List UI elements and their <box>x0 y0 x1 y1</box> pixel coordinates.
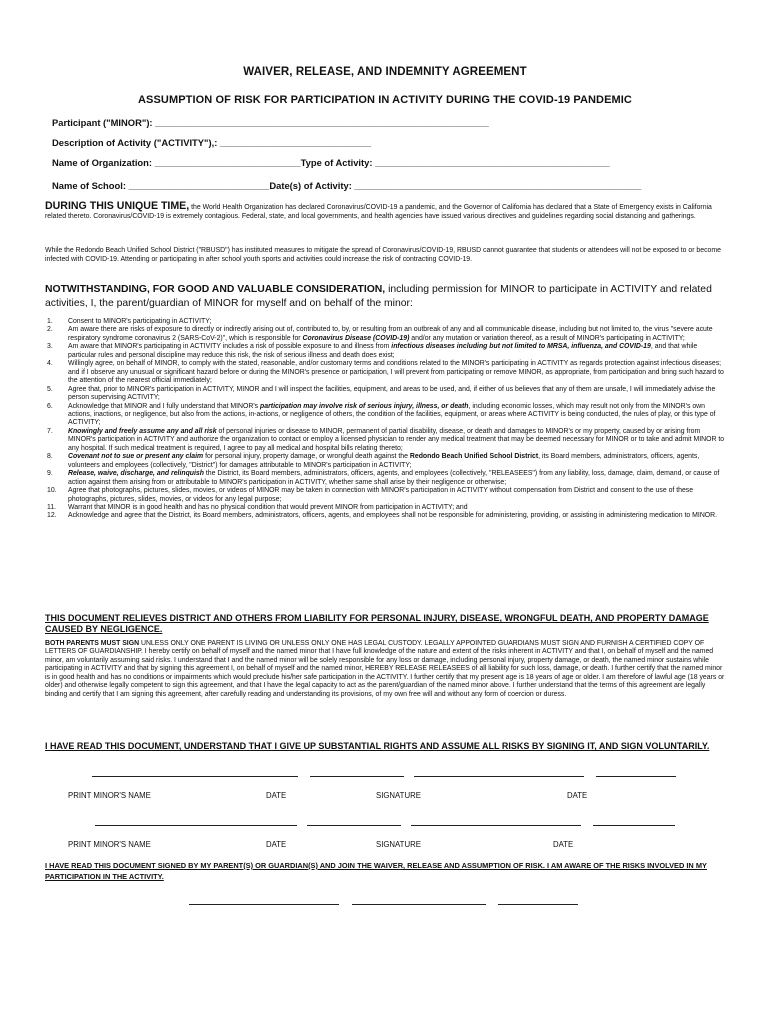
document-subtitle: ASSUMPTION OF RISK FOR PARTICIPATION IN ACTIVITY DURING THE COVID-19 PANDEMIC <box>138 94 632 106</box>
list-item <box>45 512 725 520</box>
item-emphasis: participation may involve risk of serious injury, illness, or death <box>260 402 469 410</box>
item-emphasis: Covenant not to sue or present any claim <box>68 453 204 461</box>
date-line-2[interactable] <box>596 776 676 777</box>
item-number: 12. <box>47 512 57 520</box>
signature-label: SIGNATURE <box>376 840 421 849</box>
date-line-5[interactable] <box>498 904 578 905</box>
list-item <box>45 360 725 385</box>
item-number: 1. <box>47 318 53 325</box>
list-item <box>45 318 725 326</box>
item-emphasis: Coronavirus Disease (COVID-19) <box>302 334 410 342</box>
date-line-4[interactable] <box>593 825 675 826</box>
item-number: 10. <box>47 487 57 495</box>
item-text: of personal injuries or disease to MINOR, permanent of partial disability, disease, or death and damages to MINOR's or my property, caused by or arising from MINOR's participation in ACTIVITY and authorize the organization to contact or employ a licensed physician to render any medical treatment that may be deemed necessary for MINOR or to take and admit MINOR to any hospital. If such medical treatment is required, I agree to pay all medical and hospital bills relating thereto; <box>68 427 725 452</box>
item-number: 4. <box>47 360 53 368</box>
list-item <box>45 403 725 428</box>
item-text: Agree that, prior to MINOR's participation in ACTIVITY, MINOR and I will inspect the facilities, equipment, and areas to be used, and, if either of us believes that any of them are unsafe, I will immediately advise the person supervising ACTIVITY; <box>68 385 716 402</box>
list-item <box>45 504 725 512</box>
document-title: WAIVER, RELEASE, AND INDEMNITY AGREEMENT <box>243 66 527 78</box>
item-text: Willingly agree, on behalf of MINOR, to comply with the stated, reasonable, and/or customary terms and conditions related to the MINOR's participating in ACTIVITY as regards protection against infectious diseases; and if I observe any unusual or significant hazard before or during the MINOR's presence or participation, I will prevent from participating or remove MINOR, as appropriate, from participation and bring such hazard to the attention of the nearest official immediately; <box>68 360 724 385</box>
date-line-3[interactable] <box>307 825 401 826</box>
item-number: 5. <box>47 385 53 393</box>
item-text: the District, its Board members, administrators, officers, agents, and employees (collectively, "RELEASEES") from any liability, loss, damage, claim, demand, or cause of action against them arising from or attributable to MINOR's participation in ACTIVITY, whether same shall arise by their negligence or otherwise; <box>68 470 720 486</box>
have-read-notice: I HAVE READ THIS DOCUMENT, UNDERSTAND THAT I GIVE UP SUBSTANTIAL RIGHTS AND ASSUME ALL RISKS BY SIGNING IT, AND SIGN VOLUNTARILY. <box>45 741 710 751</box>
list-item <box>45 343 725 360</box>
signature-line-2[interactable] <box>411 825 581 826</box>
date-label: DATE <box>553 840 574 849</box>
item-emphasis: infectious diseases including but not limited to MRSA, influenza, and COVID-19 <box>391 343 651 351</box>
parents-paragraph <box>45 640 725 699</box>
list-item <box>45 453 725 470</box>
final-acknowledgement: I HAVE READ THIS DOCUMENT SIGNED BY MY PARENT(S) OR GUARDIAN(S) AND JOIN THE WAIVER, RELEASE AND ASSUMPTION OF RISK. I AM AWARE OF THE RISKS INVOLVED IN MY PARTICIPATION IN THE ACTIVITY. <box>45 861 707 881</box>
signature-line-1[interactable] <box>414 776 584 777</box>
minor-name-line-3[interactable] <box>189 904 339 905</box>
item-number: 3. <box>47 343 53 351</box>
item-text: Am aware that MINOR's participating in ACTIVITY includes a risk of possible exposure to and illness from <box>68 343 392 351</box>
consideration-paragraph <box>45 283 725 310</box>
print-minor-name-line-1[interactable] <box>92 776 298 777</box>
item-text: and/or any mutation or variation thereof, as a result of MINOR's participating in ACTIVITY; <box>409 334 685 342</box>
unique-time-text: the World Health Organization has declared Coronavirus/COVID-19 a pandemic, and the Governor of California has declared that a State of Emergency exists in California related thereto. Coronavirus/COVID-19 is extremely contagious. Federal, state, and local governments, and health agencies have issued various directives and guidelines regarding social distancing and gatherings. <box>45 204 712 220</box>
item-number: 6. <box>47 402 53 410</box>
minor-signature-line[interactable] <box>352 904 486 905</box>
organization-field[interactable]: Name of Organization: ____________________________Type of Activity: _____________________________________________ <box>52 157 610 168</box>
print-minor-name-label: PRINT MINOR'S NAME <box>68 791 151 800</box>
item-text: for personal injury, property damage, or wrongful death against the <box>203 453 410 461</box>
item-text: Agree that photographs, pictures, slides, movies, or videos of MINOR may be taken in connection with MINOR's participation in ACTIVITY without compensation from District and consent to the use of these photographs, pictures, slides, movies, or videos for any legal purpose; <box>68 487 694 503</box>
signature-label: SIGNATURE <box>376 791 421 800</box>
parents-lead: BOTH PARENTS MUST SIGN <box>45 640 140 647</box>
item-text: , including economic losses, which may result not only from the MINOR's own actions, inactions, or negligence, but also from the actions, in-actions, or negligence of others, the condition of the facilities, equipment, or areas where ACTIVITY is being conducted, the rules of play, or this type of ACTIVITY; <box>68 402 716 427</box>
item-number: 9. <box>47 470 53 478</box>
item-emphasis: Knowingly and freely assume any and all risk <box>68 427 217 435</box>
school-field[interactable]: Name of School: ___________________________Date(s) of Activity: _______________________________________________________ <box>52 180 642 191</box>
item-text: Acknowledge and agree that the District, its Board members, administrators, officers, agents, and employees shall not be responsible for administering, providing, or assisting in administering medication to MINOR. <box>68 512 718 520</box>
date-label: DATE <box>567 791 588 800</box>
list-item <box>45 487 725 504</box>
relieves-notice: THIS DOCUMENT RELIEVES DISTRICT AND OTHERS FROM LIABILITY FOR PERSONAL INJURY, DISEASE, WRONGFUL DEATH, AND PROPERTY DAMAGE CAUSED BY NEGLIGENCE. <box>45 613 709 634</box>
date-label: DATE <box>266 791 287 800</box>
item-text: Consent to MINOR's participating in ACTIVITY; <box>68 318 212 325</box>
list-item <box>45 428 725 453</box>
unique-time-lead: DURING THIS UNIQUE TIME, <box>45 200 190 212</box>
consideration-text: including permission for MINOR to participate in ACTIVITY and related activities, I, the parent/guardian of MINOR for myself and on behalf of the minor: <box>45 284 712 309</box>
item-number: 2. <box>47 326 53 334</box>
item-district-name: Redondo Beach Unified School District <box>409 453 539 461</box>
consideration-lead: NOTWITHSTANDING, FOR GOOD AND VALUABLE CONSIDERATION, <box>45 284 386 295</box>
item-text: , and that while particular rules and personal discipline may reduce this risk, the risk of serious illness and death does exist; <box>68 343 698 359</box>
item-text: Am aware there are risks of exposure to directly or indirectly arising out of, contributed to, by, or resulting from an outbreak of any and all communicable disease, including but not limited to, the virus "severe acute respiratory syndrome coronavirus 2 (SARS-CoV-2)", which is responsible for <box>68 326 713 342</box>
date-label: DATE <box>266 840 287 849</box>
agreement-items-list <box>45 318 725 521</box>
print-minor-name-label: PRINT MINOR'S NAME <box>68 840 151 849</box>
parents-text: UNLESS ONLY ONE PARENT IS LIVING OR UNLESS ONLY ONE HAS LEGAL CUSTODY. LEGALLY APPOINTED GUARDIANS MUST SIGN AND FURNISH A CERTIFIED COPY OF LETTERS OF GUARDIANSHIP. I hereby certify on behalf of myself and the named minor that I have full knowledge of the nature and extent of the risks inherent in ACTIVITY and that I, on behalf of myself and the named minor, am voluntarily assuming said risks. I understand that I and the named minor will be solely responsible for any loss or damage, including personal injury, property damage, or death, the named minor sustains while participating in ACTIVITY and that by signing this agreement I, on behalf of myself and the named minor, HEREBY RELEASE RELEASEES of all liability for such loss, damage, or death. I further certify that the named minor is in good health and has no conditions or impairments which would preclude his/her safe participation in the ACTIVITY. I further certify that my present age is 18 years of age or older. I am therefore of lawful age (18 years or older) and otherwise legally competent to sign this agreement, and that I have the legal capacity to act as the parent/guardian of the named minor above. I further understand that the terms of this agreement are legally binding and certify that I am signing this agreement, after carefully reading and understanding its provisions, of my own free will and without any form of coercion or duress. <box>45 640 725 698</box>
date-line-1[interactable] <box>310 776 404 777</box>
print-minor-name-line-2[interactable] <box>95 825 297 826</box>
item-text: Acknowledge that MINOR and I fully understand that MINOR's <box>68 402 261 410</box>
item-number: 11. <box>47 503 57 511</box>
item-number: 7. <box>47 427 53 435</box>
rbusd-paragraph: While the Redondo Beach Unified School District ("RBUSD") has instituted measures to mitigate the spread of Coronavirus/COVID-19, RBUSD cannot guarantee that students or attendees will not be exposed to or become infected with COVID-19. Attending or participating in after school youth sports and activities could increase the risk of contracting COVID-19. <box>45 247 721 263</box>
item-number: 8. <box>47 453 53 461</box>
activity-field[interactable]: Description of Activity ("ACTIVITY"),: _____________________________ <box>52 137 372 148</box>
item-text: , its Board members, administrators, officers, agents, volunteers and employees (collectively, "District") for damages attributable to MINOR's participation in ACTIVITY; <box>68 453 700 469</box>
participant-field[interactable]: Participant ("MINOR"): ________________________________________________________________ <box>52 117 489 128</box>
item-emphasis: Release, waive, discharge, and relinquish <box>68 470 204 478</box>
unique-time-paragraph <box>45 202 725 221</box>
list-item <box>45 386 725 403</box>
item-text: Warrant that MINOR is in good health and has no physical condition that would prevent MINOR from participation in ACTIVITY; and <box>68 503 468 511</box>
list-item <box>45 470 725 487</box>
list-item <box>45 326 725 343</box>
